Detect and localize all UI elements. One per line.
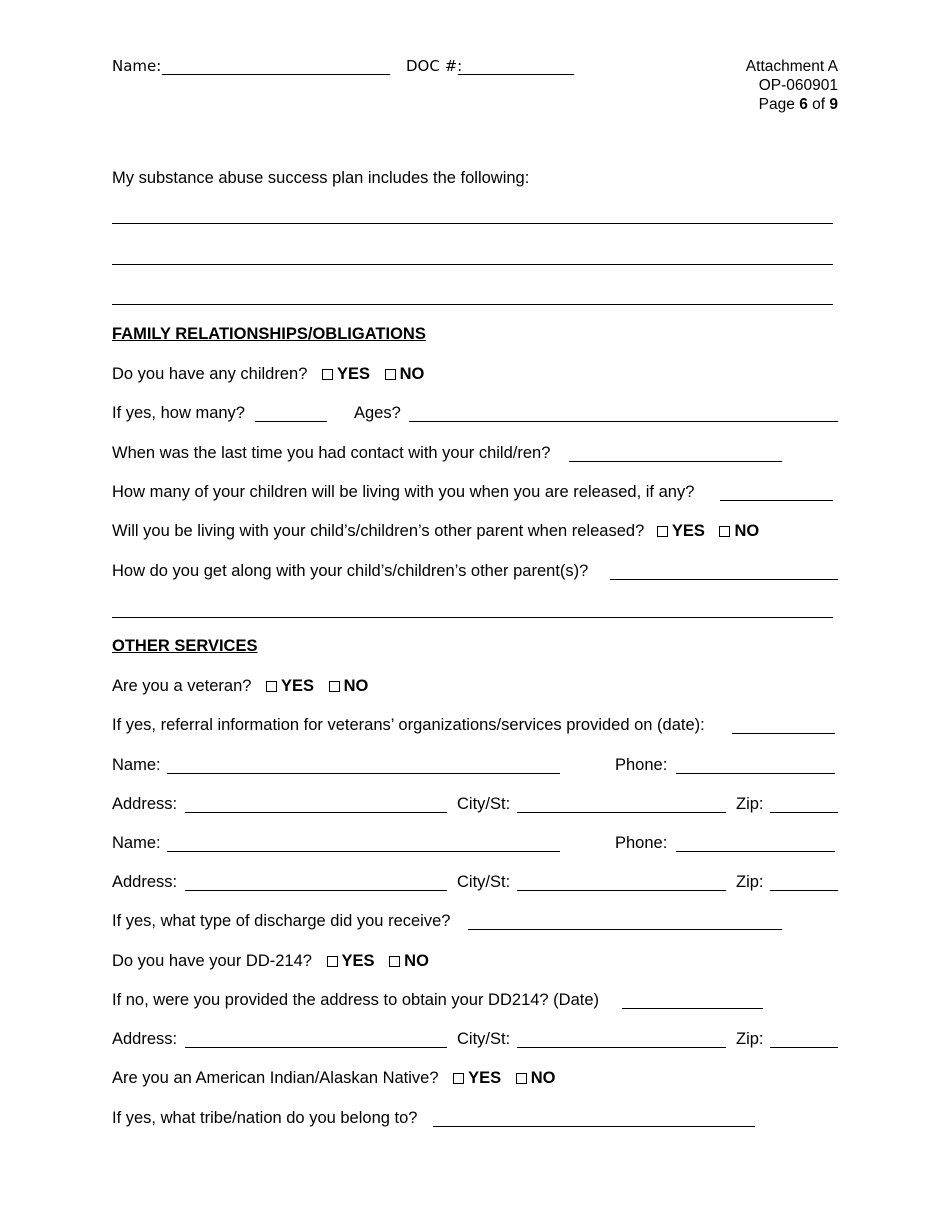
org-phone-label-2: Phone:: [615, 834, 668, 852]
referral-date-input[interactable]: [732, 733, 835, 734]
children-no-label: NO: [399, 365, 425, 383]
native-question: Are you an American Indian/Alaskan Native?: [112, 1069, 439, 1087]
last-contact-input[interactable]: [569, 461, 782, 462]
dd214-city-label: City/St:: [457, 1030, 511, 1048]
veteran-no-checkbox[interactable]: [329, 681, 340, 692]
org-city-label-2: City/St:: [457, 873, 511, 891]
children-question: Do you have any children?: [112, 365, 308, 383]
children-yes-checkbox[interactable]: [322, 369, 333, 380]
how-many-label: If yes, how many?: [112, 404, 245, 422]
org-phone-label-1: Phone:: [615, 756, 668, 774]
family-heading: FAMILY RELATIONSHIPS/OBLIGATIONS: [112, 325, 426, 343]
other-parent-question: Will you be living with your child’s/children’s other parent when released?: [112, 522, 645, 540]
dd214-yes-checkbox[interactable]: [327, 956, 338, 967]
other-parent-row: [112, 522, 759, 541]
org-phone-input-2[interactable]: [676, 851, 835, 852]
dd214-street-label: Address:: [112, 1030, 178, 1048]
form-number: OP-060901: [758, 77, 838, 94]
org-name-label-1: Name:: [112, 756, 161, 774]
org-address-input-1[interactable]: [185, 812, 447, 813]
org-address-input-2[interactable]: [185, 890, 447, 891]
other-parent-yes-checkbox[interactable]: [657, 526, 668, 537]
discharge-input[interactable]: [468, 929, 782, 930]
dd214-yes-label: YES: [341, 952, 375, 970]
org-address-label-1: Address:: [112, 795, 178, 813]
veteran-question: Are you a veteran?: [112, 677, 252, 695]
success-plan-line-1[interactable]: [112, 223, 833, 224]
tribe-input[interactable]: [433, 1126, 755, 1127]
dd214-zip-input[interactable]: [770, 1047, 838, 1048]
discharge-label: If yes, what type of discharge did you receive?: [112, 912, 451, 930]
org-name-input-2[interactable]: [167, 851, 560, 852]
org-zip-input-1[interactable]: [770, 812, 838, 813]
dd214-city-input[interactable]: [517, 1047, 726, 1048]
org-address-label-2: Address:: [112, 873, 178, 891]
dd214-no-checkbox[interactable]: [389, 956, 400, 967]
children-yes-label: YES: [336, 365, 370, 383]
success-plan-prompt: My substance abuse success plan includes the following:: [112, 169, 530, 187]
success-plan-line-2[interactable]: [112, 264, 833, 265]
last-contact-label: When was the last time you had contact with your child/ren?: [112, 444, 551, 462]
get-along-label: How do you get along with your child’s/children’s other parent(s)?: [112, 562, 589, 580]
veteran-row: [112, 677, 368, 696]
org-city-label-1: City/St:: [457, 795, 511, 813]
get-along-input[interactable]: [610, 579, 838, 580]
native-row: [112, 1069, 556, 1088]
native-yes-label: YES: [468, 1069, 502, 1087]
veteran-yes-checkbox[interactable]: [266, 681, 277, 692]
referral-label: If yes, referral information for veterans’ organizations/services provided on (date):: [112, 716, 705, 734]
org-zip-label-2: Zip:: [736, 873, 764, 891]
other-parent-no-label: NO: [734, 522, 760, 540]
how-many-input[interactable]: [255, 421, 327, 422]
dd214-no-label: NO: [404, 952, 429, 970]
living-with-input[interactable]: [720, 500, 833, 501]
org-zip-label-1: Zip:: [736, 795, 764, 813]
dd214-row: [112, 952, 429, 971]
name-label: Name:: [112, 57, 162, 75]
other-parent-no-checkbox[interactable]: [719, 526, 730, 537]
org-phone-input-1[interactable]: [676, 773, 835, 774]
children-no-checkbox[interactable]: [385, 369, 396, 380]
ages-label: Ages?: [354, 404, 401, 422]
success-plan-line-3[interactable]: [112, 304, 833, 305]
attachment-block: [746, 57, 838, 114]
dd214-date-input[interactable]: [622, 1008, 763, 1009]
org-name-input-1[interactable]: [167, 773, 560, 774]
org-city-input-1[interactable]: [517, 812, 726, 813]
tribe-label: If yes, what tribe/nation do you belong to?: [112, 1109, 418, 1127]
veteran-yes-label: YES: [281, 677, 315, 695]
living-with-label: How many of your children will be living with you when you are released, if any?: [112, 483, 695, 501]
page-number: Page 6 of 9: [758, 96, 838, 113]
org-zip-input-2[interactable]: [770, 890, 838, 891]
doc-number-label: DOC #:: [406, 57, 463, 75]
ages-input[interactable]: [409, 421, 838, 422]
veteran-no-label: NO: [343, 677, 369, 695]
org-city-input-2[interactable]: [517, 890, 726, 891]
other-services-heading: OTHER SERVICES: [112, 637, 258, 655]
dd214-question: Do you have your DD-214?: [112, 952, 312, 970]
native-no-label: NO: [530, 1069, 556, 1087]
name-input[interactable]: [162, 74, 390, 75]
get-along-extra-line[interactable]: [112, 617, 833, 618]
native-no-checkbox[interactable]: [516, 1073, 527, 1084]
dd214-street-input[interactable]: [185, 1047, 447, 1048]
other-parent-yes-label: YES: [671, 522, 705, 540]
native-yes-checkbox[interactable]: [453, 1073, 464, 1084]
dd214-zip-label: Zip:: [736, 1030, 764, 1048]
doc-number-input[interactable]: [458, 74, 574, 75]
children-question-row: [112, 365, 424, 384]
dd214-address-label: If no, were you provided the address to obtain your DD214? (Date): [112, 991, 600, 1009]
org-name-label-2: Name:: [112, 834, 161, 852]
attachment-title: Attachment A: [745, 58, 838, 75]
